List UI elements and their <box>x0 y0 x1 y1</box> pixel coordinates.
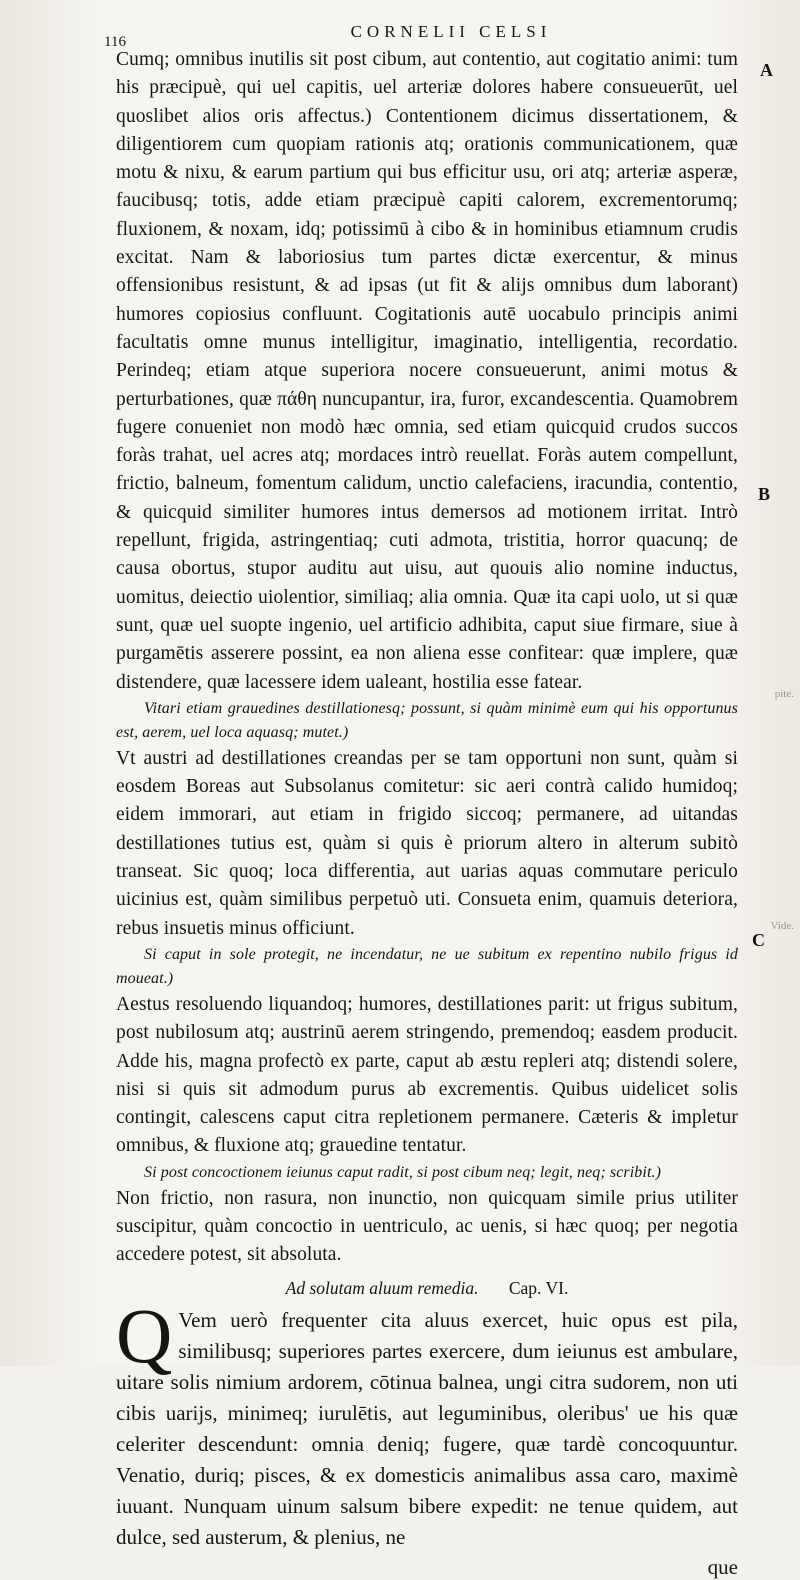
chapter-heading <box>116 1278 738 1299</box>
commentary-text <box>116 46 738 1270</box>
lemma: Vitari etiam grauedines destillationesq; possunt, si quàm minimè eum qui his opportunus est, aerem, uel loca aquasq; mutet.) <box>116 699 738 741</box>
paragraph: Vt austri ad destillationes creandas per se tam opportuni non sunt, quàm si eosdem Boreas aut Subsolanus comitetur: sic aeri contrà calido humidoq; eidem immorari, aut etiam in frigido siccoq; permanere, ad uitandas destillationes tutius est, quàm si quis è priorum altero in alterum subitò transeat. Sic quoq; loca differentia, aut uarias aquas commutare periculo uicinius est, quàm similibus perpetuò uti. Consueta enim, quamuis deteriora, rebus insuetis minus officiunt. <box>116 747 738 939</box>
bleed-through-text: pite. <box>774 688 794 700</box>
page-number: 116 <box>104 34 126 50</box>
margin-letter-c: C <box>752 930 765 950</box>
chapter-title: Ad solutam aluum remedia. <box>285 1277 479 1298</box>
lemma: Si post concoctionem ieiunus caput radit, si post cibum neq; legit, neq; scribit.) <box>144 1163 662 1181</box>
chapter-body: Vem uerò frequenter cita aluus exercet, huic opus est pila, similibusq; superiores partes exercere, dum ieiunus est ambulare, uitare solis nimium ardorem, cōtinua balnea, ungi citra sudorem, non uti cibis uarijs, minimeq; iurulētis, aut leguminibus, oleribus' ue his quæ celeriter descendunt: omnia deniq; fugere, quæ tardè concoquuntur. Venatio, duriq; pisces, & ex domesticis animalibus assa caro, maximè iuuant. Nunquam uinum salsum bibere expedit: ne tenue quidem, aut dulce, sed austerum, & plenius, ne <box>116 1307 738 1549</box>
margin-letter-a: A <box>760 60 773 80</box>
paragraph: Non frictio, non rasura, non inunctio, non quicquam simile prius utiliter suscipitur, quàm concoctio in uentriculo, ac uenis, si hæc quoq; per negotia accedere potest, sit absoluta. <box>116 1187 738 1266</box>
lemma: Si caput in sole protegit, ne incendatur, ne ue subitum ex repentino nubilo frigus id moueat.) <box>116 945 738 987</box>
drop-capital: Q <box>116 1291 173 1379</box>
paragraph: Cumq; omnibus inutilis sit post cibum, aut contentio, aut cogitatio animi: tum his præcipuè, qui uel capitis, uel arteriæ dolores habere consueuerūt, uel quoslibet alios oris affectus.) Contentionem dicimus dissertationem, & diligentiorem cum quopiam rationis atq; orationis communicationem, quæ motu & nixu, & earum partium qui bus efficitur usu, ori atq; arteriæ asperæ, faucibusq; totis, adde etiam præcipuè capiti calorem, excrementorumq; fluxionem, & noxam, idq; potissimū à cibo & in hominibus etiamnum crudis excitat. Nam & laboriosius tum partes dictæ exercentur, & minus offensionibus resistunt, & ad ipsas (ut fit & alijs omnibus dum laborant) humores copiosius confluunt. Cogitationis autē uocabulo principis animi facultatis omne munus intelligitur, imaginatio, intelligentia, recordatio. Perindeq; etiam atque superiora nocere consueuerunt, animi motus & perturbationes, quæ πάθη nuncupantur, ira, furor, excandescentia. Quamobrem fugere conueniet non modò hæc omnia, sed etiam quicquid crudos succos foràs trahat, uel acres atq; mordaces intrò reuellat. Foràs autem compellunt, frictio, balneum, fomentum calidum, unctio calefaciens, iracundia, contentio, & quicquid similiter humores intus demersos ad motionem irritat. Intrò repellunt, frigida, astringentiaq; cuti admota, tristitia, horror quacunq; de causa obortus, stupor auditu aut uisu, aut quouis alio nomine inductus, uomitus, deiectio uiolentior, similiaq; alia omnia. Quæ ita capi uolo, ut si quæ sunt, quæ uel suopte ingenio, uel artificio adhibita, caput siue firmare, siue à purgamētis asserere possint, ea non aliena esse confitear: quæ implere, quæ distendere, quæ lacessere idem ualeant, hostilia esse fatear. <box>116 49 738 693</box>
chapter-number: Cap. VI. <box>508 1277 569 1298</box>
bleed-through-text: Vide. <box>770 920 794 932</box>
chapter-text <box>116 1291 738 1553</box>
paragraph: Aestus resoluendo liquandoq; humores, destillationes parit: ut frigus subitum, post nubilosum atq; austrinū aerem stringendo, premendoq; easdem producit. Adde his, magna profectò ex parte, caput ab æstu repleri atq; distendi solere, nisi si quis sit admodum purus ab excrementis. Quibus uidelicet solis contingit, calescens caput citra repletionem permanere. Cæteris & impletur omnibus, & fluxione atq; grauedine tentatur. <box>116 993 738 1157</box>
catchword: que <box>707 1554 738 1579</box>
margin-letter-b: B <box>758 484 771 504</box>
running-title: CORNELII CELSI <box>350 22 552 41</box>
